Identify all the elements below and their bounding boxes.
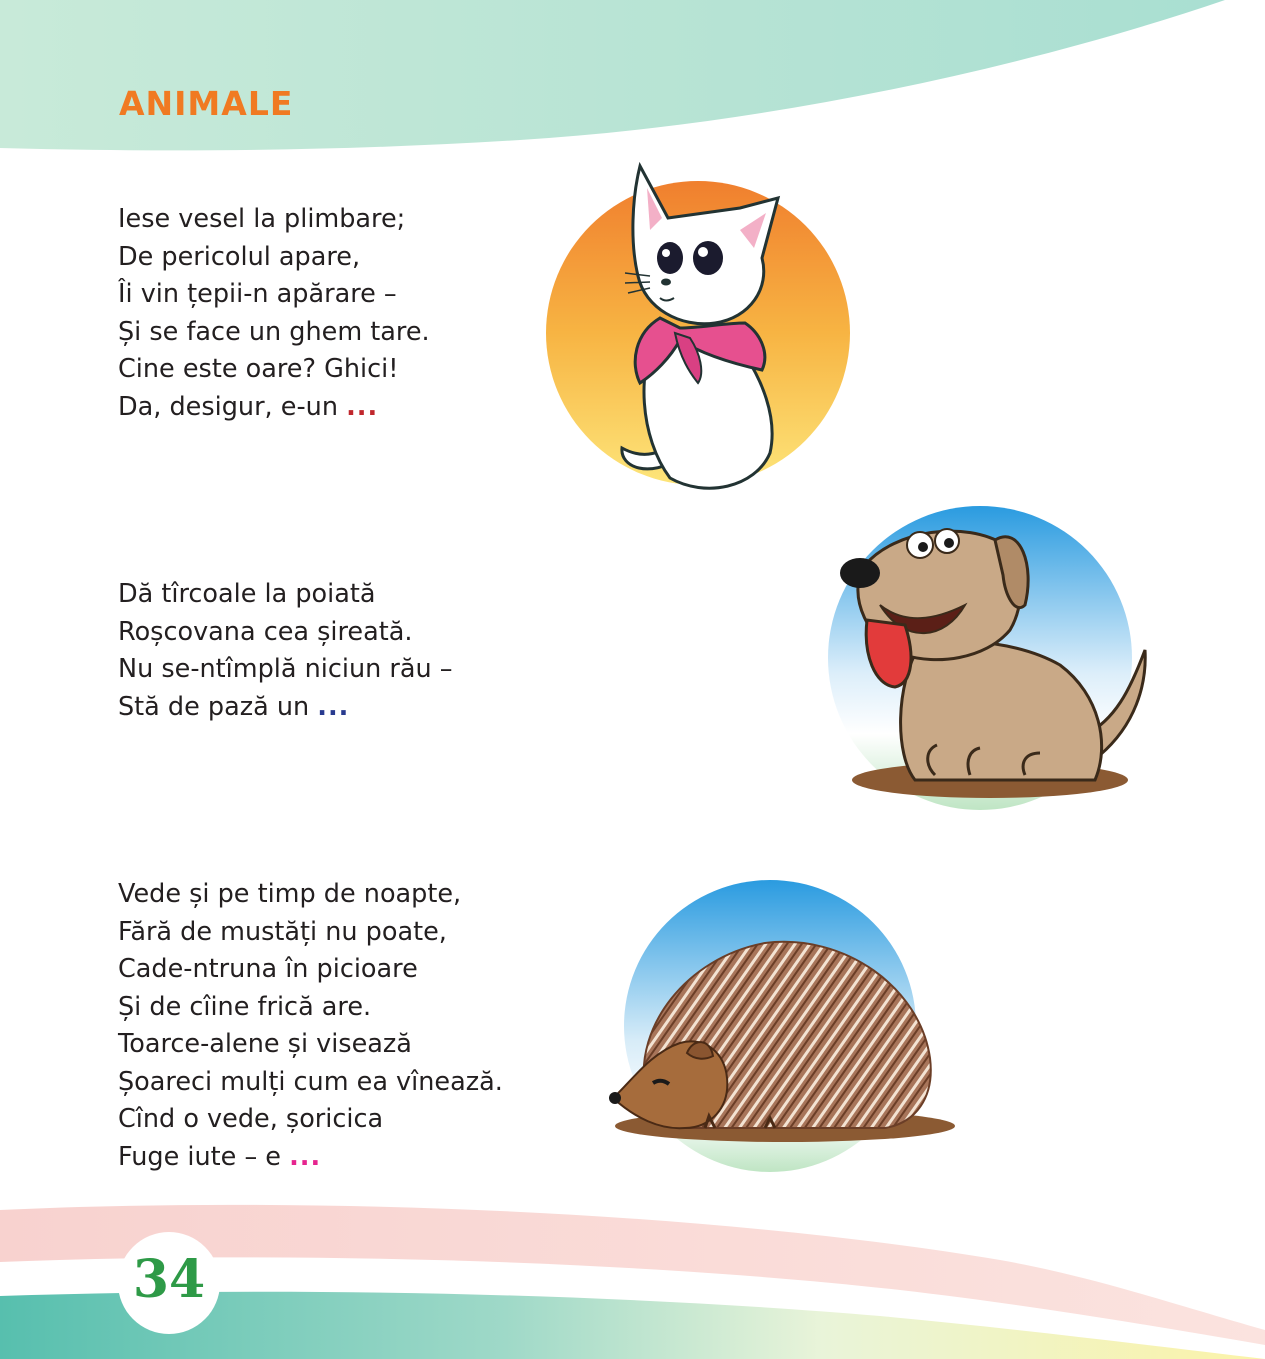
cat-eye [693,241,723,275]
poem-line-last [118,689,453,727]
poem-line: Vede și pe timp de noapte, [118,879,462,909]
poem-line: Și de cîine frică are. [118,991,372,1022]
page-title: ANIMALE [119,84,294,123]
poem-line: Dă tîrcoale la poiată [118,579,376,609]
poem-line: Îi vin țepii-n apărare – [118,279,397,309]
cat-illustration [540,158,860,503]
riddle-poem-3 [118,876,503,1176]
poem-line: Roșcovana cea șireată. [118,616,413,647]
poem-line: Nu se-ntîmplă niciun rău – [118,654,453,684]
page-number: 34 [132,1249,206,1310]
poem-line: Toarce-alene și visează [118,1029,412,1059]
dog-illustration [825,505,1160,820]
cat-nose [661,279,671,286]
top-wave-band [0,0,1225,150]
poem-line: Cînd o vede, șoricica [118,1104,384,1134]
poem-line: Și se face un ghem tare. [118,316,430,347]
riddle-poem-2 [118,576,453,726]
dog-nose [840,558,880,588]
answer-dots: ... [289,1141,322,1172]
poem-line-text: Da, desigur, e-un [118,391,338,422]
cat-eye [657,242,683,274]
answer-dots: ... [317,691,350,722]
hedgehog-illustration [605,878,965,1178]
poem-line: Fără de mustăți nu poate, [118,916,447,947]
poem-line-last [118,1139,503,1177]
hedgehog-nose [609,1092,621,1104]
poem-line-text: Fuge iute – e [118,1141,281,1172]
poem-line-text: Stă de pază un [118,691,310,722]
answer-dots: ... [346,391,379,422]
poem-line: De pericolul apare, [118,241,361,272]
poem-line: Iese vesel la plimbare; [118,204,406,234]
poem-line-last [118,389,430,427]
poem-line: Cine este oare? Ghici! [118,354,399,384]
poem-line: Cade-ntruna în picioare [118,954,418,984]
riddle-poem-1 [118,201,430,426]
poem-line: Șoareci mulți cum ea vînează. [118,1066,503,1097]
